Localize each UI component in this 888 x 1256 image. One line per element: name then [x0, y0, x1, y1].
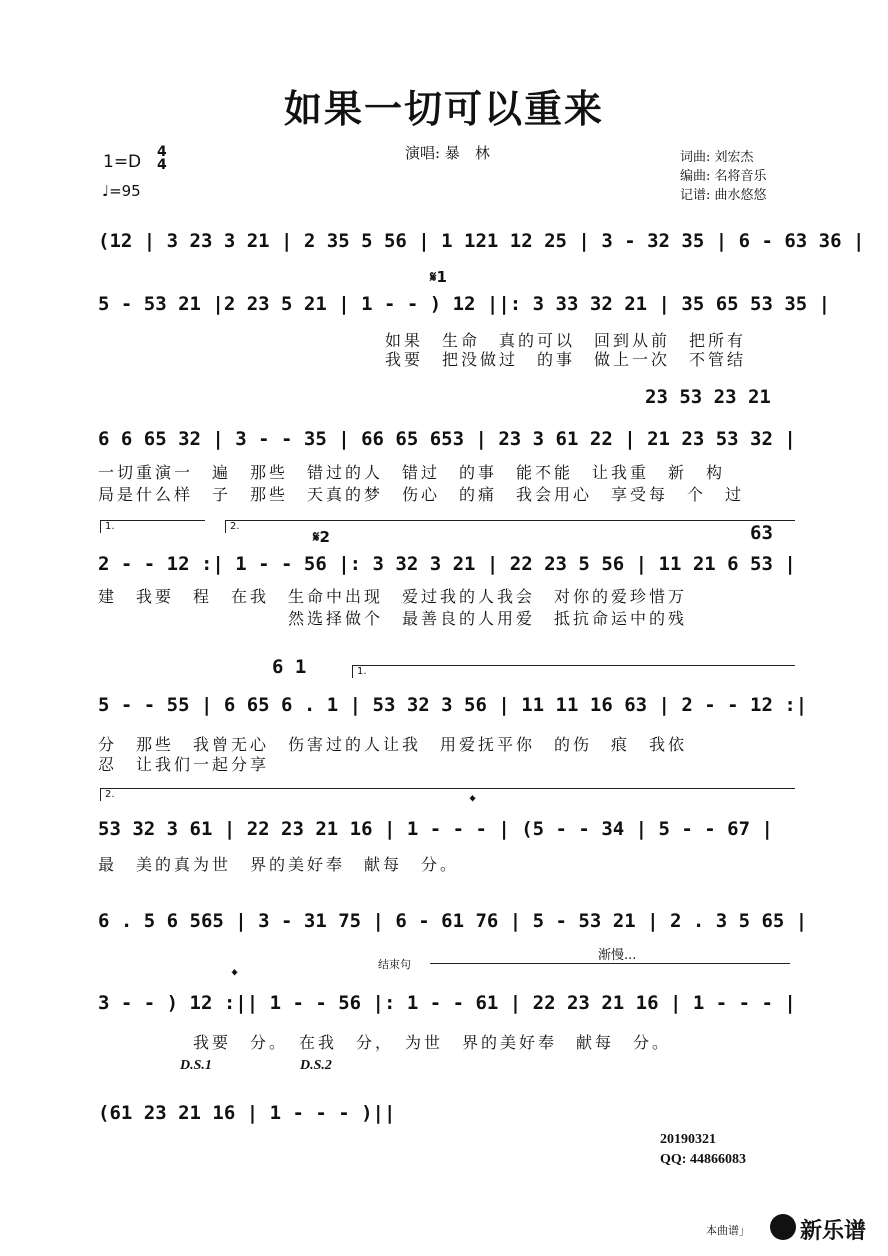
staff-row-6: 53 32 3 61 | 22 23 21 16 | 1 - - - | (5 - - 34 | 5 - - 67 |	[98, 818, 773, 840]
staff-row-3: 6 6 65 32 | 3 - - 35 | 66 65 653 | 23 3 61 22 | 21 23 53 32 |	[98, 428, 796, 450]
lyrics-row-8: 我要 分。 在我 分， 为世 界的美好奉 献每 分。	[98, 1033, 672, 1052]
time-signature	[157, 146, 167, 172]
staff-row-3-extra: 23 53 23 21	[645, 386, 771, 408]
lyrics-row-5-v1: 分 那些 我曾无心 伤害过的人让我 用爱抚平你 的伤 痕 我依	[98, 735, 688, 754]
segno-2: 𝄋2	[313, 528, 330, 546]
staff-row-4: 2 - - 12 :| 1 - - 56 |: 3 32 3 21 | 22 23 5 56 | 11 21 6 53 |	[98, 553, 796, 575]
volta-1b: 1.	[352, 665, 795, 678]
ds2-label: D.S.2	[300, 1058, 332, 1073]
brand-name: 新乐谱	[800, 1219, 867, 1244]
lyrics-row-2-v1: 如果 生命 真的可以 回到从前 把所有	[385, 331, 747, 350]
ritard-label: 渐慢...	[598, 948, 637, 963]
lyrics-row-3-v2: 局是什么样 子 那些 天真的梦 伤心 的痛 我会用心 享受每 个 过	[98, 485, 745, 504]
volta-2b: 2.	[100, 788, 795, 801]
tempo: ♩=95	[102, 182, 141, 200]
staff-row-9: (61 23 21 16 | 1 - - - )||	[98, 1102, 396, 1124]
credit-lyrics: 词曲: 刘宏杰	[680, 150, 754, 165]
volta-2: 2.	[225, 520, 795, 533]
singer: 演唱: 暴 林	[405, 144, 490, 162]
staff-row-7: 6 . 5 6 565 | 3 - 31 75 | 6 - 61 76 | 5 - 53 21 | 2 . 3 5 65 |	[98, 910, 808, 932]
lyrics-row-4-v1: 建 我要 程 在我 生命中出现 爱过我的人我会 对你的爱珍惜万	[98, 587, 688, 606]
qq: QQ: 44866083	[660, 1152, 746, 1167]
segno-1: 𝄋1	[430, 268, 447, 286]
credit-arrangement: 编曲: 名将音乐	[680, 169, 767, 184]
credits	[680, 148, 767, 205]
staff-row-8: 3 - - ) 12 :|| 1 - - 56 |: 1 - - 61 | 22 23 21 16 | 1 - - - |	[98, 992, 796, 1014]
ending-line	[430, 963, 790, 964]
ending-label: 结束句	[378, 958, 411, 971]
coda-1: 𝄌	[470, 792, 476, 810]
credit-transcriber: 记谱: 曲水悠悠	[680, 188, 767, 203]
staff-row-5: 5 - - 55 | 6 65 6 . 1 | 53 32 3 56 | 11 11 16 63 | 2 - - 12 :|	[98, 694, 808, 716]
staff-row-2: 5 - 53 21 |2 23 5 21 | 1 - - ) 12 ||: 3 33 32 21 | 35 65 53 35 |	[98, 293, 831, 315]
staff-row-4-extra: 63	[750, 522, 773, 544]
lyrics-row-2-v2: 我要 把没做过 的事 做上一次 不管结	[385, 350, 747, 369]
staff-row-1: (12 | 3 23 3 21 | 2 35 5 56 | 1 121 12 25 | 3 - 32 35 | 6 - 63 36 |	[98, 230, 865, 252]
time-bottom: 4	[157, 157, 167, 173]
volta-1: 1.	[100, 520, 205, 533]
ds1-label: D.S.1	[180, 1058, 212, 1073]
time-top: 4	[157, 144, 167, 160]
lyrics-row-6: 最 美的真为世 界的美好奉 献每 分。	[98, 855, 460, 874]
record-logo-icon	[770, 1214, 796, 1240]
staff-row-5-extra: 6 1	[272, 656, 307, 678]
coda-2: 𝄌	[232, 966, 238, 984]
lyrics-row-4-v2: 然选择做个 最善良的人用爱 抵抗命运中的残	[98, 609, 688, 628]
date-qq	[660, 1130, 746, 1170]
lyrics-row-5-v2: 忍 让我们一起分享	[98, 755, 270, 774]
key-signature: 1=D	[103, 152, 142, 172]
song-title: 如果一切可以重来	[283, 86, 604, 131]
date: 20190321	[660, 1132, 716, 1147]
brand-prefix: 本曲谱」	[706, 1224, 750, 1237]
lyrics-row-3-v1: 一切重演一 遍 那些 错过的人 错过 的事 能不能 让我重 新 构	[98, 463, 726, 482]
